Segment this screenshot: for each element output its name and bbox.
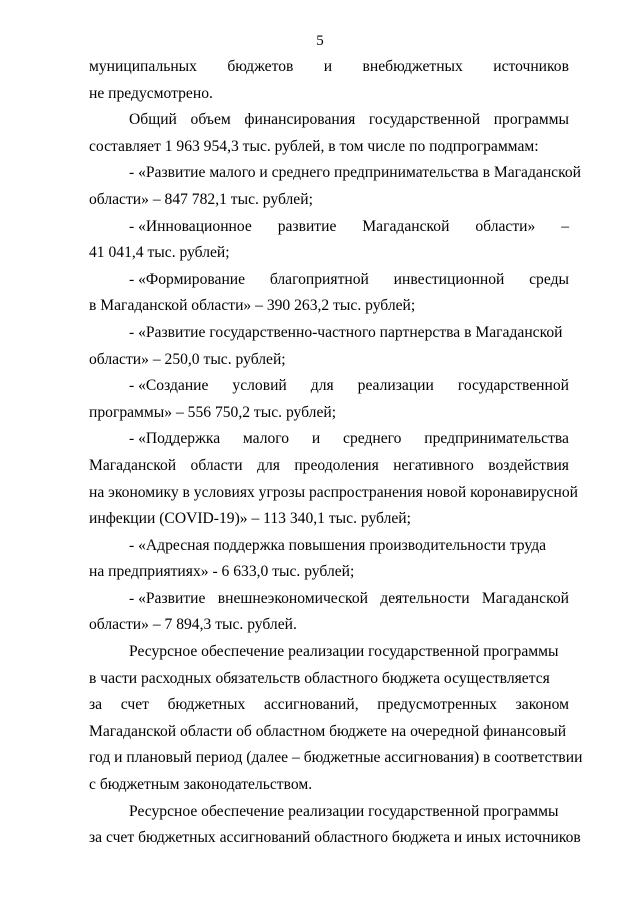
word: и	[311, 430, 321, 448]
word: муниципальных	[89, 58, 197, 75]
word: развитие	[277, 217, 337, 235]
text-line	[89, 267, 569, 294]
text-line: - «Развитие государственно-частного партнерства в Магаданской	[129, 323, 563, 341]
word: благоприятной	[269, 270, 369, 288]
word: для	[310, 377, 334, 395]
word: предпринимательства	[424, 430, 569, 448]
word: внешнеэкономической	[217, 589, 368, 607]
word: бюджетов	[227, 58, 294, 75]
text-line	[89, 692, 569, 719]
text-line: области» – 250,0 тыс. рублей;	[89, 350, 286, 368]
word: государственной	[368, 111, 481, 129]
word: инвестиционной	[393, 270, 505, 288]
text-line: области» – 847 782,1 тыс. рублей;	[89, 190, 313, 208]
word: Магаданской	[89, 456, 177, 474]
word: условий	[232, 377, 287, 395]
word: области»	[475, 217, 536, 235]
word: негативного	[393, 456, 474, 474]
word: Магаданской	[481, 589, 569, 607]
word: для	[257, 456, 280, 474]
word: - «Развитие	[129, 589, 206, 607]
text-line: год и плановый период (далее – бюджетные ассигнования) в соответствии	[89, 749, 583, 767]
text-line: не предусмотрено.	[89, 84, 213, 102]
text-line: 41 041,4 тыс. рублей;	[89, 244, 230, 262]
text-line	[89, 373, 569, 400]
text-line: на экономику в условиях угрозы распространения новой коронавирусной	[89, 483, 579, 501]
text-line	[89, 426, 569, 453]
text-line: Ресурсное обеспечение реализации государственной программы	[129, 643, 559, 661]
word: - «Формирование	[129, 270, 246, 288]
text-line: области» – 7 894,3 тыс. рублей.	[89, 616, 297, 634]
word: среднего	[343, 430, 402, 448]
text-line: в части расходных обязательств областного бюджета осуществляется	[89, 669, 550, 687]
word: внебюджетных	[362, 58, 463, 75]
text-line: в Магаданской области» – 390 263,2 тыс. рублей;	[89, 297, 416, 315]
word: и	[323, 58, 333, 75]
text-line: - «Адресная поддержка повышения производительности труда	[129, 536, 547, 554]
word: реализации	[357, 377, 434, 395]
text-line: Ресурсное обеспечение реализации государственной программы	[129, 802, 559, 820]
word: объем	[190, 111, 231, 129]
word: - «Поддержка	[129, 430, 221, 448]
text-line: на предприятиях» - 6 633,0 тыс. рублей;	[89, 563, 355, 581]
word: законом	[515, 696, 569, 714]
word: - «Создание	[129, 377, 209, 395]
word: бюджетных	[167, 696, 246, 714]
word: среды	[529, 270, 569, 288]
word: воздействия	[488, 456, 569, 474]
text-line: Магаданской области об областном бюджете на очередной финансовый	[89, 722, 567, 740]
text-line: инфекции (COVID-19)» – 113 340,1 тыс. рублей;	[89, 510, 411, 528]
text-line	[89, 453, 569, 480]
word: ассигнований,	[263, 696, 359, 714]
text-line: - «Развитие малого и среднего предпринимательства в Магаданской	[129, 164, 582, 182]
page-number: 5	[316, 33, 324, 49]
word: источников	[493, 58, 569, 75]
word: - «Инновационное	[129, 217, 252, 235]
word: за	[89, 696, 103, 714]
word: финансирования	[244, 111, 356, 129]
text-line: программы» – 556 750,2 тыс. рублей;	[89, 403, 337, 421]
text-line	[89, 54, 569, 81]
word: Общий	[129, 111, 177, 129]
text-line	[89, 586, 569, 613]
word: государственной	[457, 377, 569, 395]
word: предусмотренных	[377, 696, 497, 714]
word: малого	[242, 430, 290, 448]
text-line: за счет бюджетных ассигнований областного бюджета и иных источников	[89, 829, 581, 847]
text-line	[89, 214, 569, 241]
word: Магаданской	[362, 217, 450, 235]
word: области	[190, 456, 243, 474]
document-body	[89, 54, 583, 852]
word: –	[561, 217, 569, 235]
word: преодоления	[294, 456, 379, 474]
word: деятельности	[380, 589, 470, 607]
word: счет	[120, 696, 149, 714]
text-line	[89, 107, 569, 134]
text-line: составляет 1 963 954,3 тыс. рублей, в том числе по подпрограммам:	[89, 137, 539, 155]
text-line: с бюджетным законодательством.	[89, 776, 313, 794]
word: программы	[493, 111, 569, 129]
